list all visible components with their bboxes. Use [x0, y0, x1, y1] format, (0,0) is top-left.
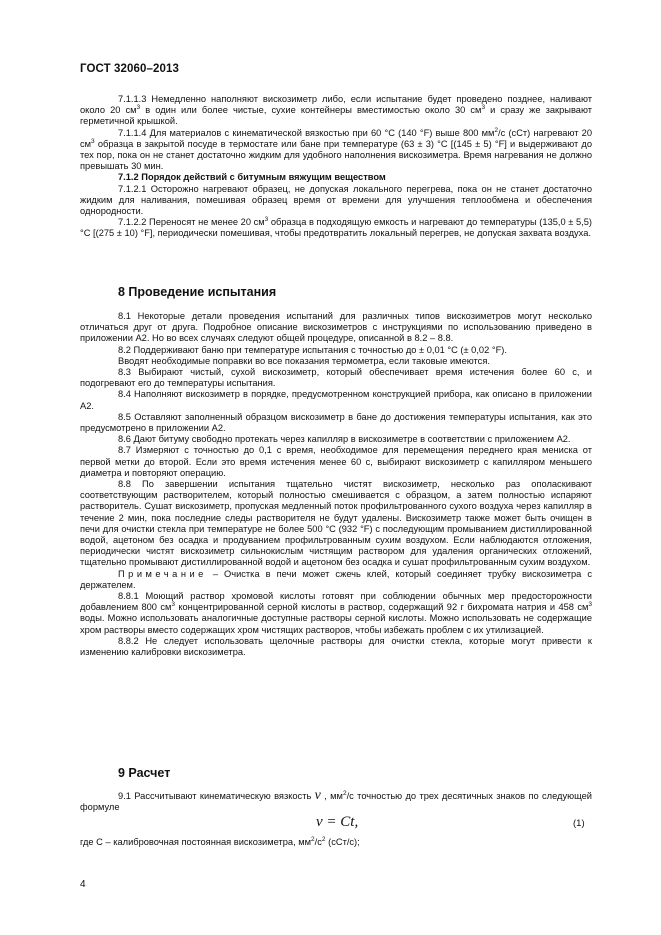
page-number: 4: [80, 879, 86, 890]
section-9-block: [80, 790, 592, 813]
paragraph-8-8-1: 8.8.1 Моющий раствор хромовой кислоты готовят при соблюдении обычных мер предосторожности добавлением 800 $см^3$ концентрированной серной кислоты в раствор, содержащий 92 г бихромата натрия и 458 $см^3$ воды. Можно использовать аналогичные доступные растворы серной кислоты. Можно использовать не содержащие хром растворы вместо содержащих хром чистящих растворов, чтобы избежать проблем с их утилизацией.: [80, 591, 592, 635]
formula-1: v = Ct,: [316, 814, 359, 830]
paragraph-7-1-2-1: 7.1.2.1 Осторожно нагревают образец, не допуская локального перегрева, пока он не станет достаточно жидким для наливания, помешивая образец время от времени для улучшения теплообмена и обеспечения однородности.: [80, 183, 592, 217]
paragraph-8-1: 8.1 Некоторые детали проведения испытаний для различных типов вискозиметров могут несколько отличаться друг от друга. Подробное описание вискозиметров с инструкциями по использованию приведено в приложении А2. Но во всех случаях следуют общей процедуре, описанной в 8.2 – 8.8.: [80, 311, 592, 344]
paragraph-8-7: 8.7 Измеряют с точностью до 0,1 с время, необходимое для перемещения переднего края мениска от первой метки до второй. Если это время истечения менее 60 с, выбирают вискозиметр с капилляром меньшего диаметра и повторяют операцию.: [80, 445, 592, 478]
paragraph-8-2: 8.2 Поддерживают баню при температуре испытания с точностью до ± 0,01 °С (± 0,02 °F).: [118, 344, 507, 355]
paragraph-8-4: 8.4 Наполняют вискозиметр в порядке, предусмотренном конструкцией прибора, как описано в приложении А2.: [80, 389, 592, 411]
formula-where-clause: где С – калибровочная постоянная вискозиметра, $мм^2/с^2$ (сСт/с);: [80, 835, 360, 847]
subheading-7-1-2: 7.1.2 Порядок действий с битумным вяжущим веществом: [118, 172, 386, 183]
paragraph-8-2-note: Вводят необходимые поправки во все показания термометра, если таковые имеются.: [118, 355, 490, 366]
viscosity-symbol: v: [314, 788, 321, 803]
section-8-heading: 8 Проведение испытания: [118, 285, 277, 299]
paragraph-8-3: 8.3 Выбирают чистый, сухой вискозиметр, который обеспечивает время истечения более 60 с, и подогревают его до температуры испытания.: [80, 367, 592, 389]
paragraph-8-5: 8.5 Оставляют заполненный образцом вискозиметр в бане до достижения температуры испытания, как это предусмотрено в приложении А2.: [80, 411, 592, 434]
paragraph-7-1-1-4: 7.1.1.4 Для материалов с кинематической вязкостью при 60 °С (140 °F) выше 800 $мм^2/с$ (сСт) нагревают 20 $см^3$ образца в закрытой посуде в термостате или бане при температуре (63 ± 3) °С [(145 ± 5) °F] и выдерживают до тех пор, пока он не станет достаточно жидким для удобного наполнения вискозиметра. Время нагревания не должно превышать 30 мин.: [80, 126, 592, 172]
paragraph-7-1-2-2: 7.1.2.2 Переносят не менее 20 $см^3$ образца в подходящую емкость и нагревают до температуры (135,0 ± 5,5) °С [(275 ± 10) °F], периодически помешивая, чтобы предотвратить локальный перегрев, не допуская захвата воздуха.: [80, 216, 593, 239]
paragraph-8-8: 8.8 По завершении испытания тщательно чистят вискозиметр, несколько раз ополаскивают соответствующим растворителем, который полностью смешивается с образцом, а затем полностью испаряют растворитель. Сушат вискозиметр, пропуская медленный поток профильтрованного сухого воздуха через капилляр в течение 2 мин, пока последние следы растворителя не будут удалены. Вискозиметр также может быть очищен в печи для очистки стекла при температуре не более 500 °С (932 °F) с последующим промыванием дистиллированной водой, ацетоном без осадка и продуванием профильтрованным сухим воздухом. Если наблюдаются отложения, периодически чистят вискозиметр сильнокислым чистящим раствором для удаления органических отложений, тщательно промывают дистиллированной водой и ацетоном без осадка и сушат профильтрованным сухим воздухом.: [80, 479, 592, 568]
paragraph-8-6: 8.6 Дают битуму свободно протекать через капилляр в вискозиметре в соответствии с приложением А2.: [118, 434, 571, 445]
document-header: ГОСТ 32060–2013: [80, 63, 180, 75]
section-9-heading: 9 Расчет: [118, 766, 171, 780]
paragraph-7-1-1-3: 7.1.1.3 Немедленно наполняют вискозиметр либо, если испытание будет проведено позднее, наливают около 20 $см^3$ в один или более чистые, сухие контейнеры вместимостью около 30 $см^3$ и сразу же закрывают герметичной крышкой.: [80, 94, 592, 127]
paragraph-9-1: 9.1 Рассчитывают кинематическую вязкость v , $мм^2/с$ точностью до трех десятичных знаков по следующей формуле: [80, 788, 592, 813]
paragraph-8-8-2: 8.8.2 Не следует использовать щелочные растворы для очистки стекла, которые могут привести к изменению калибровки вискозиметра.: [80, 635, 592, 658]
note-label: Примечание: [118, 568, 207, 579]
formula-number: (1): [573, 818, 585, 829]
section-8-block: [80, 311, 592, 658]
note-8-8: Примечание – Очистка в печи может сжечь клей, который соединяет трубку вискозиметра с держателем.: [80, 568, 592, 590]
section-7-block: [80, 94, 592, 240]
